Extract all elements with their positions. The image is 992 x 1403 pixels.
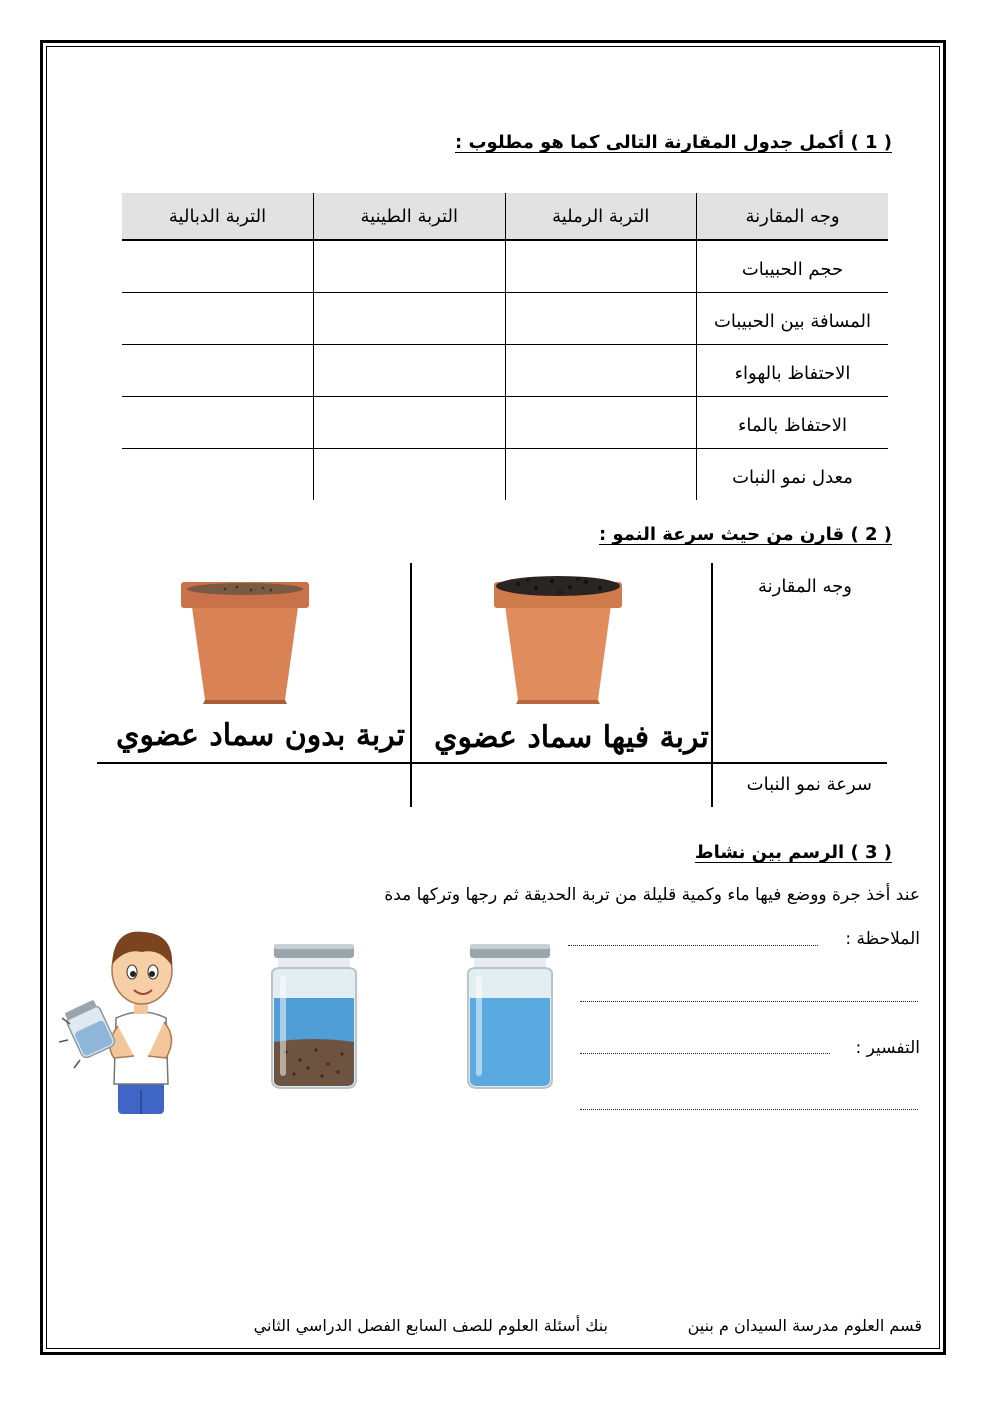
header-cell: التربة الطينية (314, 193, 506, 240)
q1-heading: ( 1 ) أكمل جدول المقارنة التالى كما هو مطلوب : (454, 132, 892, 153)
table-header-row (122, 193, 888, 240)
observation-answer-line[interactable] (580, 1001, 918, 1002)
observation-answer-line[interactable] (568, 945, 818, 946)
answer-cell[interactable] (314, 345, 506, 397)
growth-label: سرعة نمو النبات (746, 774, 872, 795)
row-label: المسافة بين الحبيبات (697, 293, 889, 345)
pot-without-compost-image (175, 572, 315, 708)
answer-cell[interactable] (122, 449, 314, 501)
footer-department: قسم العلوم مدرسة السيدان م بنين (687, 1316, 922, 1335)
table-row (122, 293, 888, 345)
answer-cell[interactable] (314, 397, 506, 449)
soil-comparison-table (122, 193, 888, 500)
answer-cell[interactable] (505, 397, 697, 449)
explanation-answer-line[interactable] (580, 1109, 918, 1110)
header-cell: التربة الدبالية (122, 193, 314, 240)
answer-cell[interactable] (505, 240, 697, 293)
row-label: الاحتفاظ بالماء (697, 397, 889, 449)
answer-cell[interactable] (505, 449, 697, 501)
compare-label: وجه المقارنة (757, 576, 852, 597)
answer-cell[interactable] (122, 345, 314, 397)
answer-cell[interactable] (505, 293, 697, 345)
q3-heading: ( 3 ) الرسم بين نشاط (694, 842, 892, 863)
table-row (122, 240, 888, 293)
table-row (122, 449, 888, 501)
pot-with-compost-image (488, 568, 628, 708)
header-cell: التربة الرملية (505, 193, 697, 240)
row-label: الاحتفاظ بالهواء (697, 345, 889, 397)
footer-bank-title: بنك أسئلة العلوم للصف السابع الفصل الدراسي الثاني (253, 1316, 608, 1335)
q2-heading: ( 2 ) قارن من حيث سرعة النمو : (598, 524, 892, 545)
jar-soil-water-image (266, 940, 362, 1092)
jar-water-image (462, 940, 558, 1092)
row-label: معدل نمو النبات (697, 449, 889, 501)
answer-cell[interactable] (122, 240, 314, 293)
explanation-answer-line[interactable] (580, 1053, 830, 1054)
answer-cell[interactable] (314, 240, 506, 293)
grid-line (711, 563, 713, 807)
answer-cell[interactable] (122, 293, 314, 345)
q3-instruction: عند أخذ جرة ووضع فيها ماء وكمية قليلة من تربة الحديقة ثم رجها وتركها مدة (384, 885, 920, 905)
table-row (122, 345, 888, 397)
row-label: حجم الحبيبات (697, 240, 889, 293)
table-row (122, 397, 888, 449)
pot-with-compost-caption: تربة فيها سماد عضوي (434, 720, 709, 755)
boy-shaking-jar-image (56, 918, 186, 1118)
header-cell: وجه المقارنة (697, 193, 889, 240)
pot-without-compost-caption: تربة بدون سماد عضوي (116, 718, 406, 753)
answer-cell[interactable] (122, 397, 314, 449)
explanation-label: التفسير : (855, 1038, 920, 1058)
grid-line (97, 762, 887, 764)
answer-cell[interactable] (314, 449, 506, 501)
answer-cell[interactable] (314, 293, 506, 345)
grid-line (410, 563, 412, 807)
answer-cell[interactable] (505, 345, 697, 397)
observation-label: الملاحظة : (845, 929, 920, 949)
